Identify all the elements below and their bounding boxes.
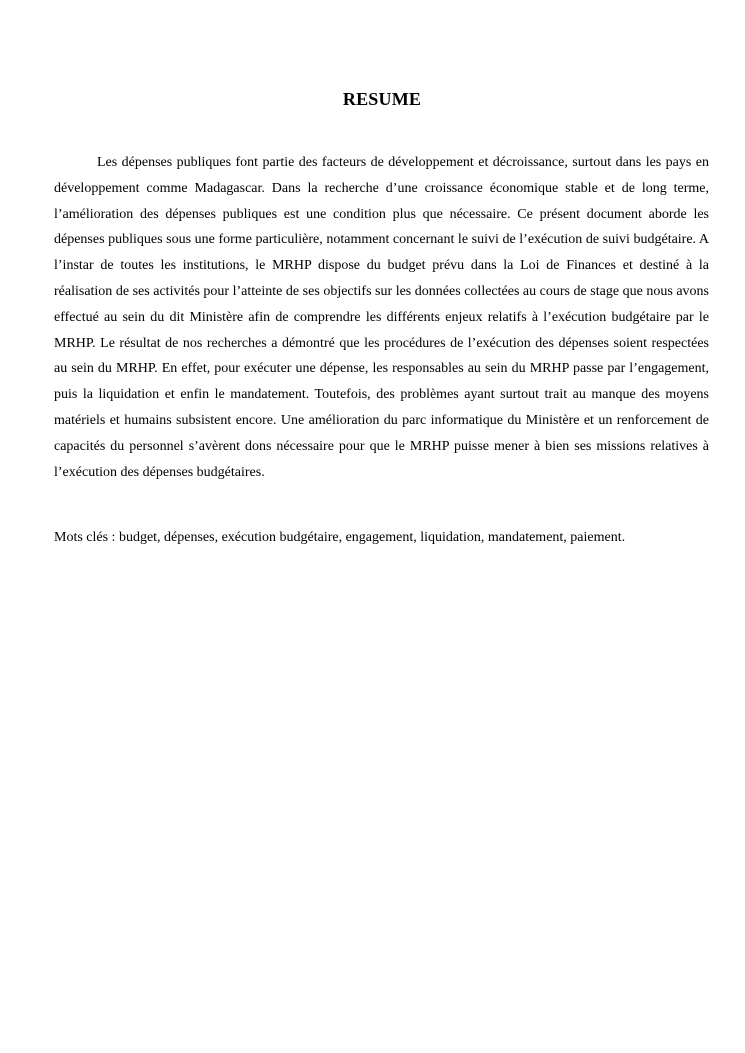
page-title: RESUME <box>342 89 422 109</box>
keywords-line: Mots clés : budget, dépenses, exécution budgétaire, engagement, liquidation, mandatement, paiement. <box>54 530 626 545</box>
abstract-paragraph: Les dépenses publiques font partie des facteurs de développement et décroissance, surtout dans les pays en développement comme Madagascar. Dans la recherche d’une croissance économique stable et de long terme, l’amélioration des dépenses publiques est une condition plus que nécessaire. Ce présent document aborde les dépenses publiques sous une forme particulière, notamment concernant le suivi de l’exécution de suivi budgétaire. A l’instar de toutes les institutions, le MRHP dispose du budget prévu dans la Loi de Finances et destiné à la réalisation de ses activités pour l’atteinte de ses objectifs sur les données collectées au cours de stage que nous avons effectué au sein du dit Ministère afin de comprendre les différents enjeux relatifs à l’exécution budgétaire par le MRHP. Le résultat de nos recherches a démontré que les procédures de l’exécution des dépenses soient respectées au sein du MRHP. En effet, pour exécuter une dépense, les responsables au sein du MRHP passe par l’engagement, puis la liquidation et enfin le mandatement. Toutefois, des problèmes ayant surtout trait au manque des moyens matériels et humains subsistent encore. Une amélioration du parc informatique du Ministère et un renforcement de capacités du personnel s’avèrent dons nécessaire pour que le MRHP puisse mener à bien ses missions relatives à l’exécution des dépenses budgétaires. <box>54 155 709 480</box>
